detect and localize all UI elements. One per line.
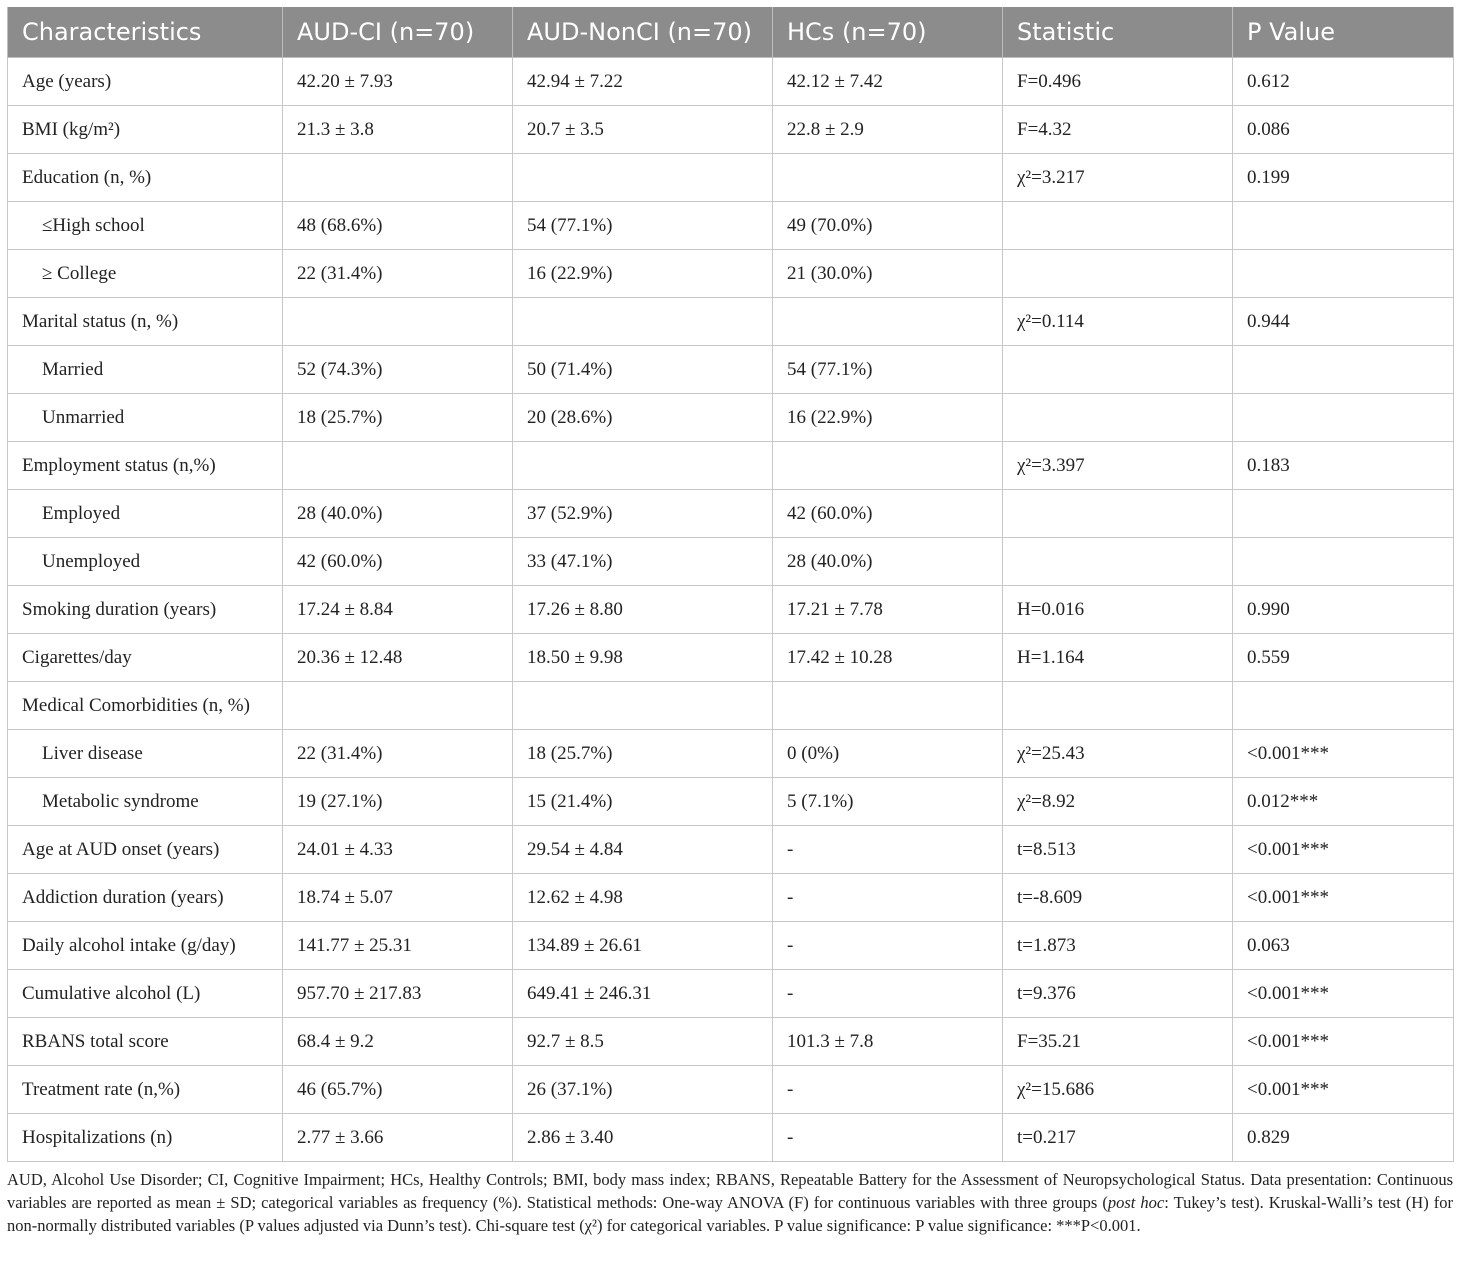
table-row (8, 1018, 1454, 1066)
cell-aud-nonci: 33 (47.1%) (513, 538, 773, 586)
cell-aud-ci: 20.36 ± 12.48 (283, 634, 513, 682)
cell-hcs: - (773, 1114, 1003, 1162)
cell-aud-ci: 52 (74.3%) (283, 346, 513, 394)
cell-aud-nonci: 18 (25.7%) (513, 730, 773, 778)
table-row (8, 58, 1454, 106)
cell-aud-ci: 68.4 ± 9.2 (283, 1018, 513, 1066)
cell-hcs: 17.42 ± 10.28 (773, 634, 1003, 682)
cell-aud-nonci: 29.54 ± 4.84 (513, 826, 773, 874)
cell-p-value: 0.199 (1233, 154, 1454, 202)
table-row (8, 586, 1454, 634)
cell-statistic: χ²=15.686 (1003, 1066, 1233, 1114)
cell-aud-ci: 24.01 ± 4.33 (283, 826, 513, 874)
footnote-part1: AUD, Alcohol Use Disorder; CI, Cognitive Impairment; HCs, Healthy Controls; BMI, body mass index; RBANS, Repeatable Battery for the Assessment of Neuropsychological Status. Data presentation: Continuous variables are reported as mean ± SD; categorical variables as frequency (%). Statistical methods: One-way ANOVA (F) for continuous variables with three groups ( (7, 1170, 1453, 1212)
cell-aud-nonci: 26 (37.1%) (513, 1066, 773, 1114)
table-row (8, 394, 1454, 442)
cell-aud-ci: 141.77 ± 25.31 (283, 922, 513, 970)
cell-aud-ci: 17.24 ± 8.84 (283, 586, 513, 634)
table-row (8, 442, 1454, 490)
cell-p-value (1233, 250, 1454, 298)
cell-hcs: 17.21 ± 7.78 (773, 586, 1003, 634)
cell-aud-ci: 18 (25.7%) (283, 394, 513, 442)
cell-hcs (773, 298, 1003, 346)
cell-aud-nonci: 20.7 ± 3.5 (513, 106, 773, 154)
cell-aud-nonci: 15 (21.4%) (513, 778, 773, 826)
cell-characteristic: BMI (kg/m²) (8, 106, 283, 154)
cell-hcs: 42.12 ± 7.42 (773, 58, 1003, 106)
cell-p-value: <0.001*** (1233, 874, 1454, 922)
cell-statistic: χ²=8.92 (1003, 778, 1233, 826)
cell-aud-ci: 22 (31.4%) (283, 250, 513, 298)
cell-p-value (1233, 346, 1454, 394)
table-row (8, 346, 1454, 394)
table-row (8, 490, 1454, 538)
cell-hcs: 0 (0%) (773, 730, 1003, 778)
cell-hcs: 16 (22.9%) (773, 394, 1003, 442)
cell-hcs: 49 (70.0%) (773, 202, 1003, 250)
footnote-part2: : Tukey’s test). Kruskal-Walli’s test (H) for non-normally distributed variables (P values adjusted via Dunn’s test). Chi-square test (χ²) for categorical variables. P value significance: P value significance: ***P<0.001. (7, 1193, 1453, 1235)
cell-characteristic: ≥ College (8, 250, 283, 298)
cell-characteristic: Metabolic syndrome (8, 778, 283, 826)
cell-hcs (773, 442, 1003, 490)
cell-statistic (1003, 490, 1233, 538)
cell-aud-ci (283, 298, 513, 346)
table-body (8, 58, 1454, 1162)
cell-aud-nonci: 2.86 ± 3.40 (513, 1114, 773, 1162)
cell-characteristic: Addiction duration (years) (8, 874, 283, 922)
cell-aud-nonci (513, 682, 773, 730)
cell-characteristic: Employment status (n,%) (8, 442, 283, 490)
cell-characteristic: Smoking duration (years) (8, 586, 283, 634)
table-row (8, 298, 1454, 346)
cell-aud-nonci: 18.50 ± 9.98 (513, 634, 773, 682)
table-row (8, 106, 1454, 154)
footnote-post-hoc: post hoc (1107, 1193, 1165, 1212)
cell-characteristic: Education (n, %) (8, 154, 283, 202)
table-row (8, 538, 1454, 586)
cell-p-value: 0.944 (1233, 298, 1454, 346)
cell-aud-ci: 2.77 ± 3.66 (283, 1114, 513, 1162)
cell-characteristic: Employed (8, 490, 283, 538)
cell-hcs: - (773, 970, 1003, 1018)
cell-p-value: 0.183 (1233, 442, 1454, 490)
cell-statistic: F=4.32 (1003, 106, 1233, 154)
cell-p-value (1233, 490, 1454, 538)
cell-p-value (1233, 682, 1454, 730)
header-aud-ci: AUD-CI (n=70) (283, 7, 513, 58)
table-row (8, 154, 1454, 202)
cell-characteristic: Cigarettes/day (8, 634, 283, 682)
cell-hcs: - (773, 1066, 1003, 1114)
cell-hcs: 42 (60.0%) (773, 490, 1003, 538)
cell-statistic: χ²=25.43 (1003, 730, 1233, 778)
header-p-value: P Value (1233, 7, 1454, 58)
table-container (7, 7, 1453, 1237)
cell-aud-nonci: 42.94 ± 7.22 (513, 58, 773, 106)
cell-p-value (1233, 394, 1454, 442)
cell-characteristic: Daily alcohol intake (g/day) (8, 922, 283, 970)
header-characteristics: Characteristics (8, 7, 283, 58)
table-footnote (7, 1168, 1453, 1237)
cell-statistic: F=35.21 (1003, 1018, 1233, 1066)
cell-characteristic: Hospitalizations (n) (8, 1114, 283, 1162)
cell-aud-ci: 28 (40.0%) (283, 490, 513, 538)
cell-hcs: 54 (77.1%) (773, 346, 1003, 394)
cell-statistic (1003, 202, 1233, 250)
table-row (8, 202, 1454, 250)
cell-statistic (1003, 682, 1233, 730)
cell-characteristic: Unmarried (8, 394, 283, 442)
cell-aud-nonci: 92.7 ± 8.5 (513, 1018, 773, 1066)
cell-p-value: 0.559 (1233, 634, 1454, 682)
cell-aud-ci: 46 (65.7%) (283, 1066, 513, 1114)
table-row (8, 970, 1454, 1018)
cell-hcs: - (773, 922, 1003, 970)
cell-characteristic: Age (years) (8, 58, 283, 106)
cell-p-value (1233, 202, 1454, 250)
cell-statistic (1003, 394, 1233, 442)
cell-aud-nonci: 20 (28.6%) (513, 394, 773, 442)
cell-statistic: χ²=0.114 (1003, 298, 1233, 346)
cell-hcs: 101.3 ± 7.8 (773, 1018, 1003, 1066)
header-statistic: Statistic (1003, 7, 1233, 58)
cell-aud-ci (283, 442, 513, 490)
table-row (8, 1066, 1454, 1114)
cell-statistic: F=0.496 (1003, 58, 1233, 106)
cell-p-value: 0.829 (1233, 1114, 1454, 1162)
header-hcs: HCs (n=70) (773, 7, 1003, 58)
table-row (8, 634, 1454, 682)
cell-aud-ci: 22 (31.4%) (283, 730, 513, 778)
cell-characteristic: Married (8, 346, 283, 394)
cell-characteristic: ≤High school (8, 202, 283, 250)
cell-statistic: H=1.164 (1003, 634, 1233, 682)
cell-aud-nonci (513, 154, 773, 202)
cell-statistic: t=-8.609 (1003, 874, 1233, 922)
cell-p-value: <0.001*** (1233, 826, 1454, 874)
cell-hcs (773, 154, 1003, 202)
cell-statistic (1003, 346, 1233, 394)
cell-aud-nonci (513, 442, 773, 490)
header-aud-nonci: AUD-NonCI (n=70) (513, 7, 773, 58)
table-row (8, 922, 1454, 970)
cell-p-value: 0.012*** (1233, 778, 1454, 826)
cell-hcs: - (773, 874, 1003, 922)
cell-aud-nonci: 17.26 ± 8.80 (513, 586, 773, 634)
cell-hcs (773, 682, 1003, 730)
cell-aud-ci: 48 (68.6%) (283, 202, 513, 250)
cell-characteristic: Unemployed (8, 538, 283, 586)
cell-aud-nonci: 37 (52.9%) (513, 490, 773, 538)
cell-hcs: 21 (30.0%) (773, 250, 1003, 298)
cell-aud-ci (283, 682, 513, 730)
characteristics-table (7, 7, 1454, 1162)
cell-statistic: t=0.217 (1003, 1114, 1233, 1162)
cell-aud-ci (283, 154, 513, 202)
table-row (8, 730, 1454, 778)
table-header-row (8, 7, 1454, 58)
cell-hcs: 28 (40.0%) (773, 538, 1003, 586)
cell-statistic: t=1.873 (1003, 922, 1233, 970)
table-row (8, 826, 1454, 874)
cell-statistic (1003, 250, 1233, 298)
cell-aud-ci: 19 (27.1%) (283, 778, 513, 826)
cell-statistic: χ²=3.397 (1003, 442, 1233, 490)
table-row (8, 250, 1454, 298)
cell-aud-nonci: 649.41 ± 246.31 (513, 970, 773, 1018)
cell-characteristic: Liver disease (8, 730, 283, 778)
cell-p-value (1233, 538, 1454, 586)
cell-aud-nonci: 134.89 ± 26.61 (513, 922, 773, 970)
cell-aud-nonci (513, 298, 773, 346)
cell-p-value: 0.086 (1233, 106, 1454, 154)
cell-aud-ci: 18.74 ± 5.07 (283, 874, 513, 922)
cell-p-value: <0.001*** (1233, 1066, 1454, 1114)
cell-p-value: <0.001*** (1233, 730, 1454, 778)
cell-statistic: H=0.016 (1003, 586, 1233, 634)
table-row (8, 1114, 1454, 1162)
table-row (8, 874, 1454, 922)
cell-characteristic: Cumulative alcohol (L) (8, 970, 283, 1018)
table-row (8, 682, 1454, 730)
cell-aud-nonci: 12.62 ± 4.98 (513, 874, 773, 922)
cell-statistic: t=8.513 (1003, 826, 1233, 874)
table-row (8, 778, 1454, 826)
cell-p-value: <0.001*** (1233, 1018, 1454, 1066)
cell-characteristic: Marital status (n, %) (8, 298, 283, 346)
cell-aud-nonci: 50 (71.4%) (513, 346, 773, 394)
cell-aud-nonci: 54 (77.1%) (513, 202, 773, 250)
cell-statistic: t=9.376 (1003, 970, 1233, 1018)
cell-statistic: χ²=3.217 (1003, 154, 1233, 202)
cell-aud-ci: 21.3 ± 3.8 (283, 106, 513, 154)
cell-hcs: 22.8 ± 2.9 (773, 106, 1003, 154)
cell-p-value: 0.612 (1233, 58, 1454, 106)
cell-characteristic: RBANS total score (8, 1018, 283, 1066)
cell-characteristic: Medical Comorbidities (n, %) (8, 682, 283, 730)
cell-characteristic: Age at AUD onset (years) (8, 826, 283, 874)
cell-characteristic: Treatment rate (n,%) (8, 1066, 283, 1114)
cell-statistic (1003, 538, 1233, 586)
cell-aud-ci: 957.70 ± 217.83 (283, 970, 513, 1018)
cell-p-value: 0.990 (1233, 586, 1454, 634)
cell-aud-ci: 42.20 ± 7.93 (283, 58, 513, 106)
cell-p-value: <0.001*** (1233, 970, 1454, 1018)
cell-p-value: 0.063 (1233, 922, 1454, 970)
cell-aud-ci: 42 (60.0%) (283, 538, 513, 586)
cell-aud-nonci: 16 (22.9%) (513, 250, 773, 298)
cell-hcs: - (773, 826, 1003, 874)
cell-hcs: 5 (7.1%) (773, 778, 1003, 826)
